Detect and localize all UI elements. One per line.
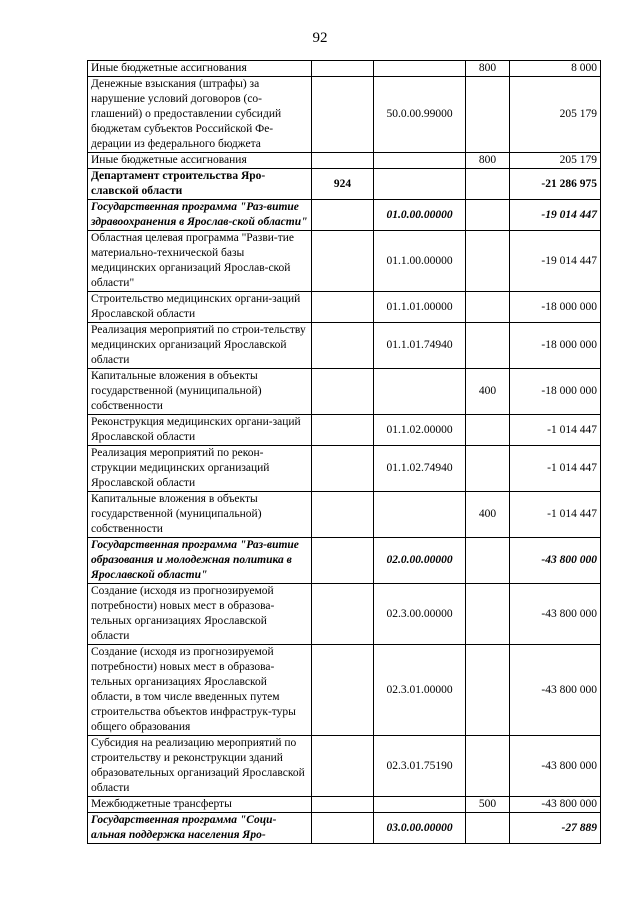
target-article-cell [374,153,466,169]
ministry-code-cell [312,231,374,292]
target-article-cell: 01.1.02.74940 [374,446,466,492]
amount-cell: 8 000 [510,61,601,77]
expense-type-cell [466,200,510,231]
ministry-code-cell [312,200,374,231]
budget-table-body [88,61,601,844]
expense-type-cell [466,584,510,645]
ministry-code-cell [312,323,374,369]
target-article-cell: 02.0.00.00000 [374,538,466,584]
expense-type-cell [466,292,510,323]
ministry-code-cell [312,153,374,169]
ministry-code-cell [312,584,374,645]
amount-cell: -18 000 000 [510,323,601,369]
target-article-cell [374,369,466,415]
table-row [88,169,601,200]
item-name-cell: Строительство медицинских органи-заций Ярославской области [88,292,312,323]
expense-type-cell [466,736,510,797]
amount-cell: -43 800 000 [510,584,601,645]
item-name-cell: Иные бюджетные ассигнования [88,153,312,169]
expense-type-cell [466,77,510,153]
ministry-code-cell [312,645,374,736]
amount-cell: 205 179 [510,153,601,169]
target-article-cell [374,61,466,77]
ministry-code-cell [312,292,374,323]
expense-type-cell [466,446,510,492]
expense-type-cell [466,415,510,446]
table-row [88,200,601,231]
target-article-cell: 01.0.00.00000 [374,200,466,231]
item-name-cell: Капитальные вложения в объекты государственной (муниципальной) собственности [88,369,312,415]
expense-type-cell [466,169,510,200]
amount-cell: -18 000 000 [510,369,601,415]
table-row [88,292,601,323]
target-article-cell: 50.0.00.99000 [374,77,466,153]
amount-cell: -43 800 000 [510,645,601,736]
table-row [88,446,601,492]
ministry-code-cell [312,492,374,538]
page-number: 92 [312,30,328,46]
item-name-cell: Реализация мероприятий по рекон-струкции медицинских организаций Ярославской области [88,446,312,492]
target-article-cell: 02.3.00.00000 [374,584,466,645]
amount-cell: -21 286 975 [510,169,601,200]
item-name-cell: Областная целевая программа "Разви-тие материально-технической базы медицинских организаций Ярослав-ской области" [88,231,312,292]
table-row [88,323,601,369]
target-article-cell [374,492,466,538]
ministry-code-cell [312,736,374,797]
table-row [88,77,601,153]
ministry-code-cell [312,797,374,813]
item-name-cell: Реализация мероприятий по строи-тельству медицинских организаций Ярославской области [88,323,312,369]
amount-cell: 205 179 [510,77,601,153]
ministry-code-cell [312,415,374,446]
item-name-cell: Государственная программа "Раз-витие здравоохранения в Ярослав-ской области" [88,200,312,231]
item-name-cell: Капитальные вложения в объекты государственной (муниципальной) собственности [88,492,312,538]
item-name-cell: Денежные взыскания (штрафы) за нарушение условий договоров (со-глашений) о предоставлении субсидий бюджетам субъектов Российской Фе-дерации из федерального бюджета [88,77,312,153]
amount-cell: -19 014 447 [510,200,601,231]
item-name-cell: Иные бюджетные ассигнования [88,61,312,77]
expense-type-cell [466,231,510,292]
target-article-cell: 01.1.01.00000 [374,292,466,323]
expense-type-cell [466,538,510,584]
expense-type-cell [466,813,510,844]
table-row [88,736,601,797]
ministry-code-cell [312,369,374,415]
table-row [88,415,601,446]
table-row [88,813,601,844]
table-row [88,153,601,169]
table-row [88,584,601,645]
item-name-cell: Межбюджетные трансферты [88,797,312,813]
item-name-cell: Создание (исходя из прогнозируемой потребности) новых мест в образова-тельных организациях Ярославской области, в том числе введенных путем строительства объектов инфраструк-туры общего образования [88,645,312,736]
amount-cell: -43 800 000 [510,797,601,813]
table-row [88,538,601,584]
amount-cell: -18 000 000 [510,292,601,323]
ministry-code-cell [312,538,374,584]
target-article-cell [374,169,466,200]
amount-cell: -27 889 [510,813,601,844]
target-article-cell [374,797,466,813]
item-name-cell: Субсидия на реализацию мероприятий по строительству и реконструкции зданий образовательных организаций Ярославской области [88,736,312,797]
target-article-cell: 02.3.01.00000 [374,645,466,736]
target-article-cell: 01.1.01.74940 [374,323,466,369]
expense-type-cell: 400 [466,492,510,538]
item-name-cell: Создание (исходя из прогнозируемой потребности) новых мест в образова-тельных организациях Ярославской области [88,584,312,645]
target-article-cell: 02.3.01.75190 [374,736,466,797]
amount-cell: -43 800 000 [510,736,601,797]
item-name-cell: Государственная программа "Раз-витие образования и молодежная политика в Ярославской области" [88,538,312,584]
expense-type-cell: 500 [466,797,510,813]
target-article-cell: 01.1.00.00000 [374,231,466,292]
expense-type-cell [466,645,510,736]
item-name-cell: Департамент строительства Яро-славской области [88,169,312,200]
table-row [88,797,601,813]
table-row [88,492,601,538]
ministry-code-cell [312,61,374,77]
ministry-code-cell [312,446,374,492]
table-row [88,231,601,292]
expense-type-cell: 800 [466,61,510,77]
item-name-cell: Государственная программа "Соци-альная поддержка населения Яро- [88,813,312,844]
expense-type-cell: 800 [466,153,510,169]
table-row [88,61,601,77]
amount-cell: -1 014 447 [510,492,601,538]
table-row [88,645,601,736]
item-name-cell: Реконструкция медицинских органи-заций Ярославской области [88,415,312,446]
table-row [88,369,601,415]
ministry-code-cell [312,77,374,153]
expense-type-cell [466,323,510,369]
amount-cell: -1 014 447 [510,446,601,492]
budget-table [87,60,601,844]
ministry-code-cell [312,813,374,844]
amount-cell: -43 800 000 [510,538,601,584]
target-article-cell: 03.0.00.00000 [374,813,466,844]
amount-cell: -19 014 447 [510,231,601,292]
target-article-cell: 01.1.02.00000 [374,415,466,446]
amount-cell: -1 014 447 [510,415,601,446]
expense-type-cell: 400 [466,369,510,415]
ministry-code-cell: 924 [312,169,374,200]
